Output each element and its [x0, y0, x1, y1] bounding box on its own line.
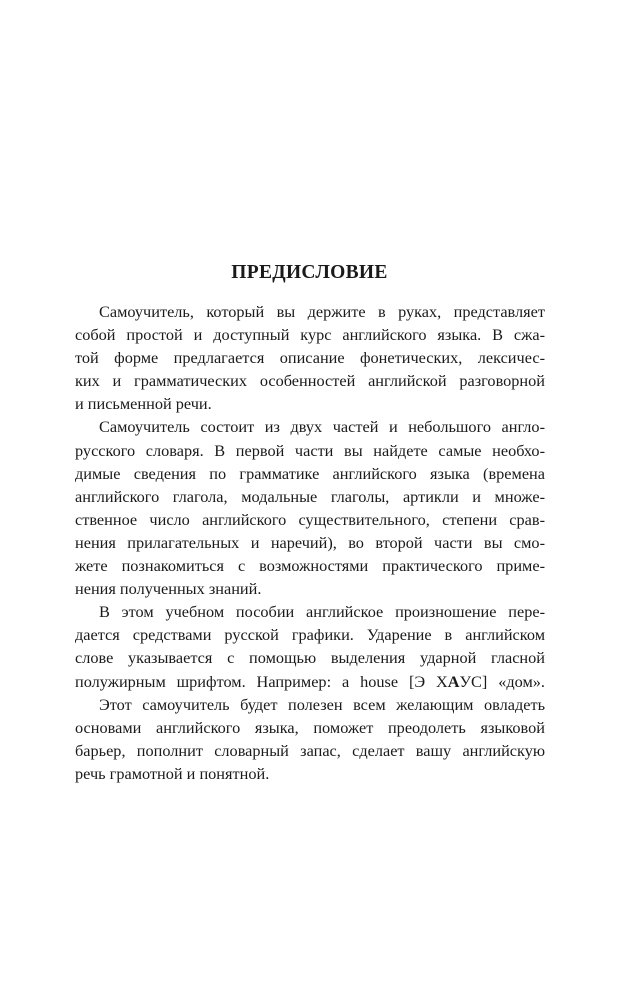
text-line: барьер, пополнит словарный запас, сделает вашу английскую [75, 740, 545, 760]
text-line: той форме предлагается описание фонетических, лексичес- [75, 348, 545, 368]
page-title: ПРЕДИСЛОВИЕ [231, 262, 388, 283]
text-line: дается средствами русской графики. Ударение в английском [75, 625, 545, 645]
paragraph-3 [75, 600, 545, 692]
paragraph-4 [75, 693, 545, 785]
text-line: и письменной речи. [75, 394, 212, 414]
text-line: Самоучитель состоит из двух частей и небольшого англо- [99, 417, 545, 437]
paragraph-2 [75, 415, 545, 600]
example-text-end: УС] «дом». [459, 671, 545, 691]
text-line: ких и грамматических особенностей английской разговорной [75, 371, 545, 391]
text-line: В этом учебном пособии английское произношение пере- [99, 602, 545, 622]
text-line: нения полученных знаний. [75, 579, 262, 599]
text-line: основами английского языка, поможет преодолеть языковой [75, 717, 545, 737]
text-line: Самоучитель, который вы держите в руках, представляет [99, 302, 545, 321]
text-line: димые сведения по грамматике английского языка (времена [75, 463, 545, 483]
paragraph-1 [75, 300, 545, 415]
text-line: Этот самоучитель будет полезен всем желающим овладеть [99, 694, 545, 714]
text-line: русского словаря. В первой части вы найдете самые необхо- [75, 440, 545, 460]
text-line: нения прилагательных и наречий), во второй части вы смо- [75, 532, 545, 552]
text-line-example [75, 670, 545, 693]
text-line: жете познакомиться с возможностями практического приме- [75, 556, 545, 576]
preface-text [75, 300, 545, 785]
text-line: слове указывается с помощью выделения ударной гласной [75, 648, 545, 668]
text-line: ственное число английского существительного, степени срав- [75, 509, 545, 529]
text-line: английского глагола, модальные глаголы, артикли и множе- [75, 486, 545, 506]
text-line: речь грамотной и понятной. [75, 763, 270, 783]
text-line: собой простой и доступный курс английского языка. В сжа- [75, 325, 545, 345]
stressed-vowel: А [447, 671, 460, 691]
example-text: полужирным шрифтом. Например: a house [Э Х [75, 671, 448, 691]
